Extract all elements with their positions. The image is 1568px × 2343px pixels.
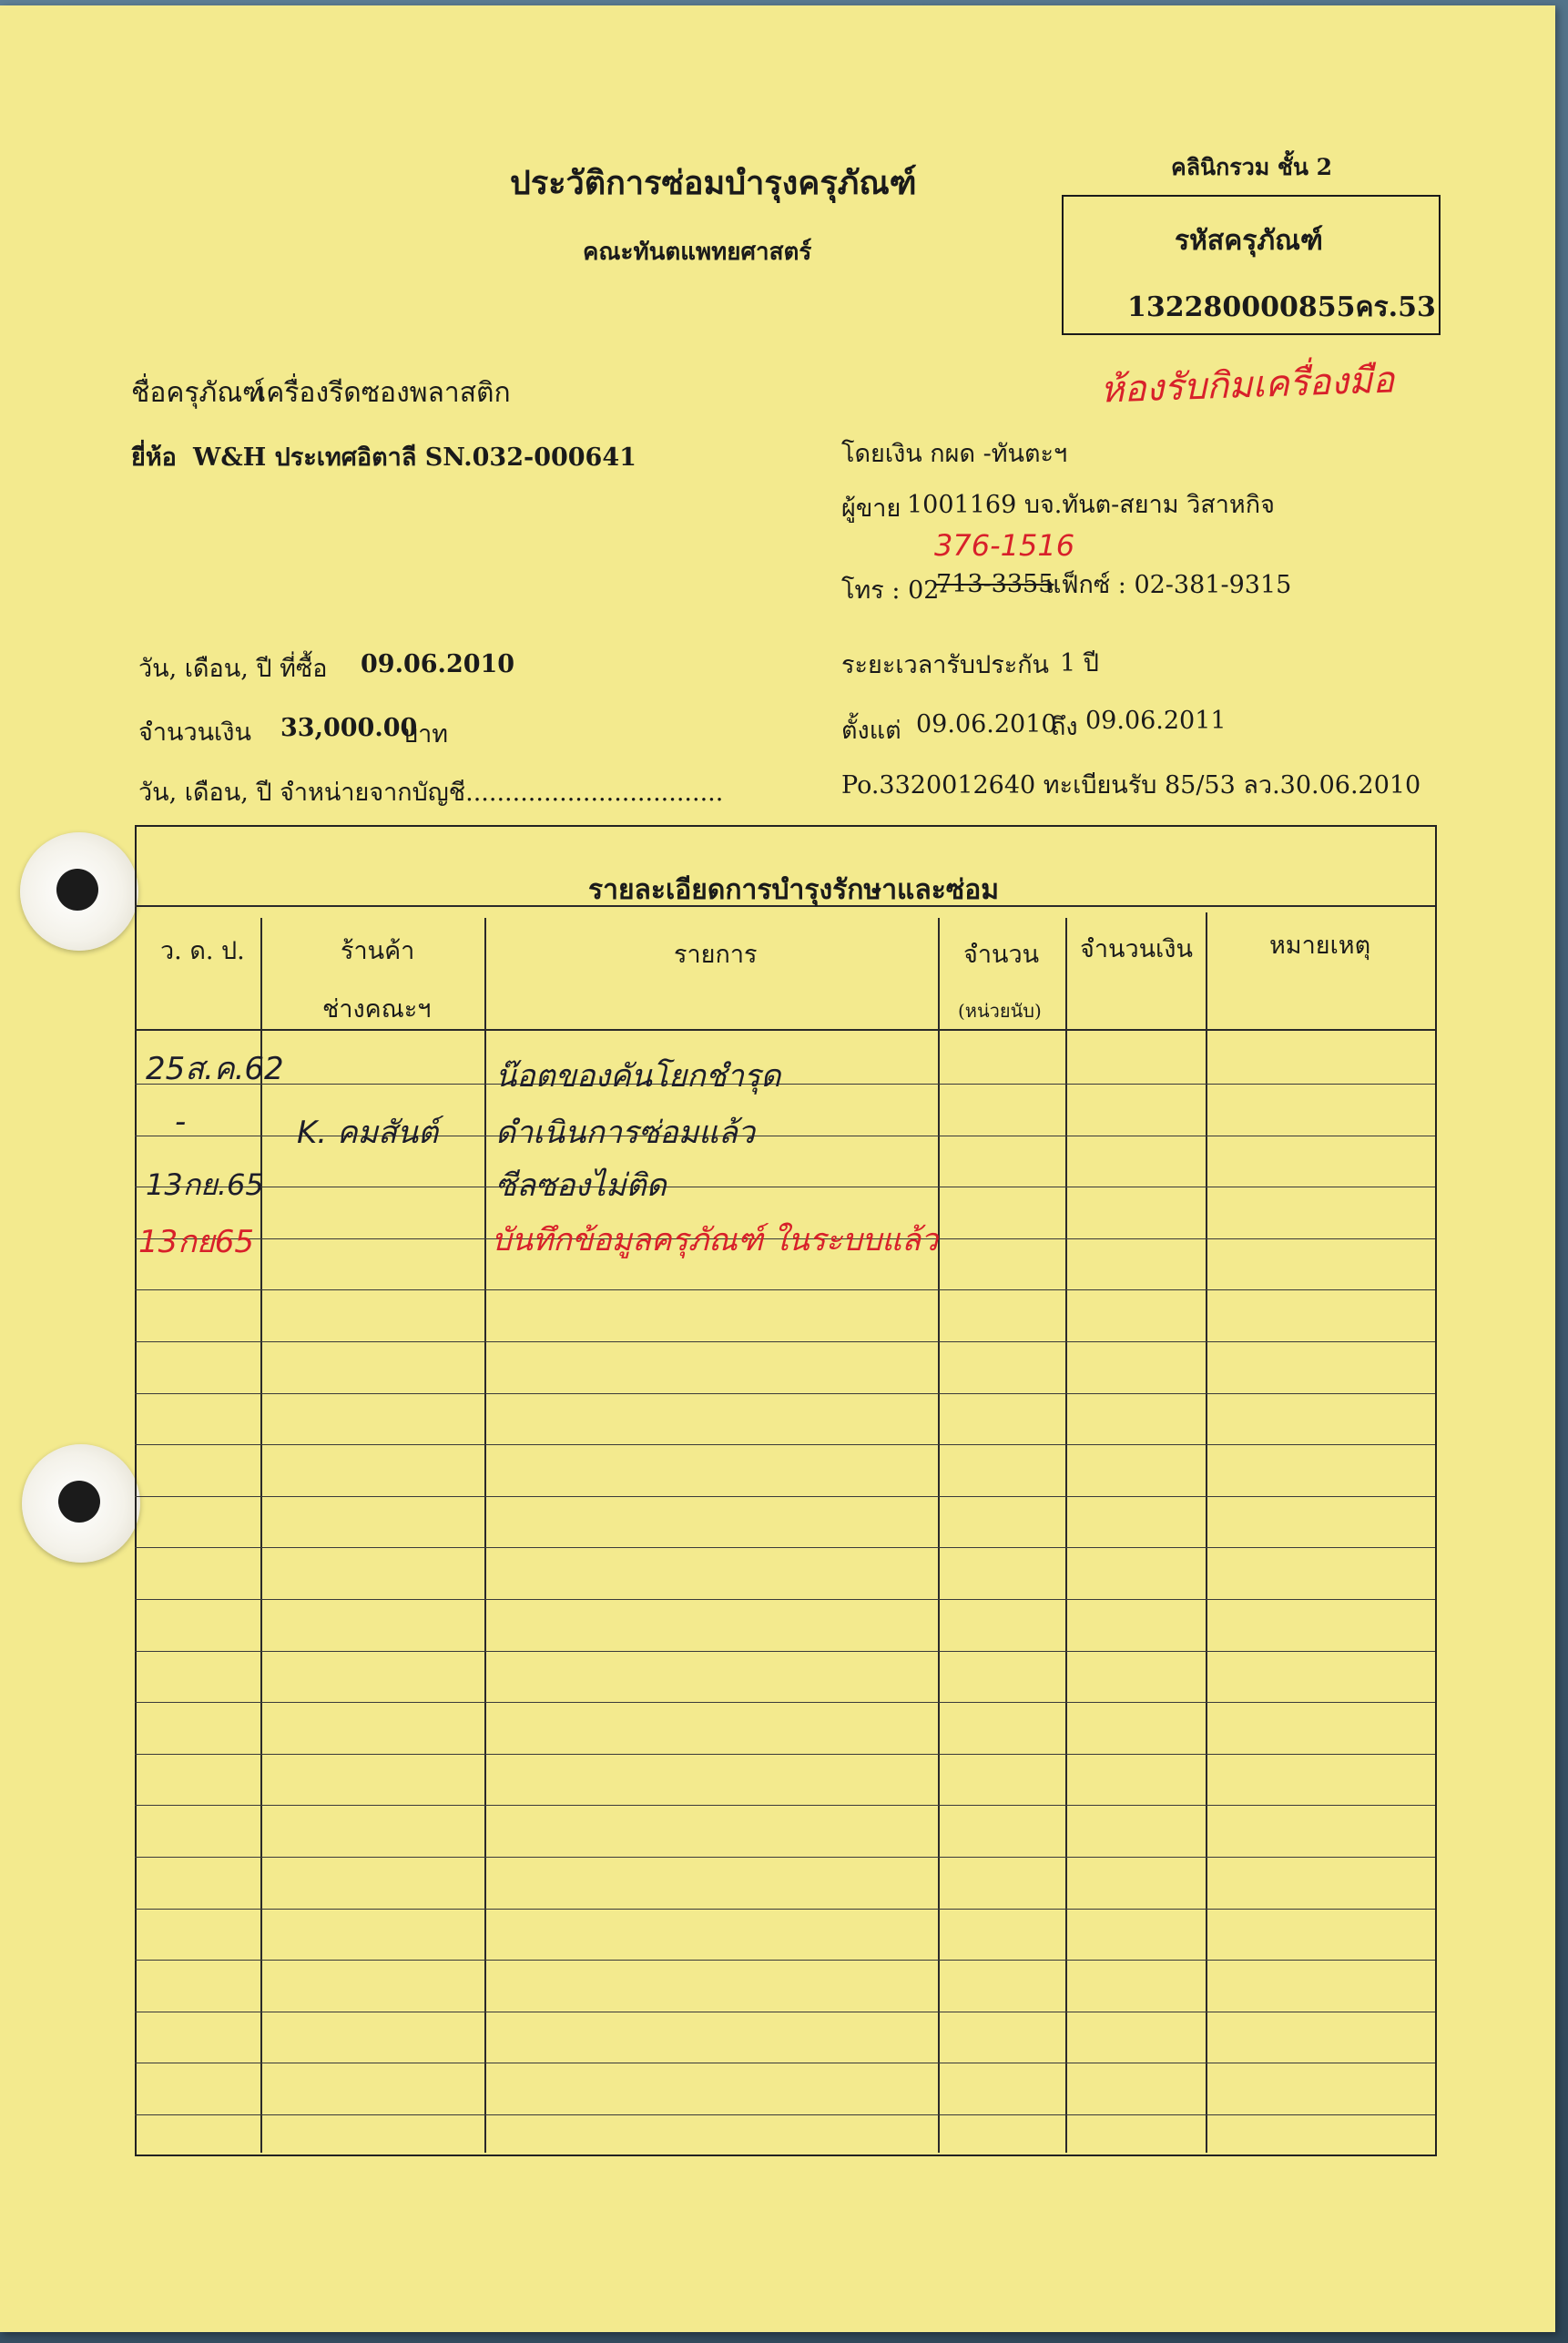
table-title: รายละเอียดการบำรุงรักษาและซ่อม — [588, 874, 1000, 906]
table-row-line — [135, 1496, 1435, 1497]
col-header-qty: จำนวน — [963, 941, 1040, 969]
amount-value: 33,000.00 — [280, 714, 418, 742]
phone-correction-handwritten: 376-1516 — [934, 528, 1075, 563]
col-header-date: ว. ด. ป. — [160, 937, 245, 965]
row-1-date: 25ส.ค.62 — [146, 1051, 284, 1087]
col-header-amount: จำนวนเงิน — [1080, 935, 1193, 963]
row-2-shop: K. คมสันต์ — [297, 1115, 439, 1151]
table-row-line — [135, 1393, 1435, 1394]
fax-label: แฟ็กซ์ : 02-381-9315 — [1045, 571, 1292, 599]
purchase-date-label: วัน, เดือน, ปี ที่ซื้อ — [138, 655, 328, 683]
warranty-value: 1 ปี — [1060, 649, 1099, 677]
table-row-line — [135, 1084, 1435, 1085]
col-divider-5 — [1206, 912, 1207, 2153]
faculty-name: คณะทันตแพทยศาสตร์ — [583, 239, 812, 266]
col-header-item: รายการ — [674, 941, 758, 969]
phone-struck-number: 713-3355 — [936, 570, 1054, 598]
document-title: ประวัติการซ่อมบำรุงครุภัณฑ์ — [510, 164, 917, 202]
fund-source: โดยเงิน กผด -ทันตะฯ — [841, 440, 1068, 468]
table-row-line — [135, 1909, 1435, 1910]
amount-unit: บาท — [402, 720, 449, 749]
brand-label: ยี่ห้อ — [131, 443, 177, 472]
binder-hole-bottom — [22, 1444, 140, 1563]
row-4-date: 13กย65 — [138, 1224, 255, 1260]
table-row-line — [135, 1754, 1435, 1755]
seller-label: ผู้ขาย — [841, 494, 901, 523]
maintenance-record-sheet — [0, 5, 1555, 2332]
equipment-name-label: ชื่อครุภัณฑ์ — [131, 377, 266, 409]
warranty-from-label: ตั้งแต่ — [841, 717, 901, 745]
table-row-line — [135, 1341, 1435, 1342]
col-divider-2 — [484, 918, 486, 2153]
phone-label: โทร : 02- — [841, 576, 948, 605]
table-row-line — [135, 1547, 1435, 1548]
col-divider-4 — [1065, 918, 1067, 2153]
row-1-item: น๊อตของคันโยกชำรุด — [495, 1058, 781, 1095]
po-reference: Po.3320012640 ทะเบียนรับ 85/53 ลว.30.06.2010 — [841, 771, 1421, 800]
row-4-item: บันทึกข้อมูลครุภัณฑ์ ในระบบแล้ว — [492, 1222, 939, 1258]
table-row-line — [135, 1651, 1435, 1652]
disposal-date-label: วัน, เดือน, ปี จำหน่ายจากบัญชี................................. — [138, 779, 724, 807]
table-row-line — [135, 2114, 1435, 2115]
row-3-item: ซีลซองไม่ติด — [495, 1167, 667, 1204]
equipment-name-value: เครื่องรีดซองพลาสติก — [257, 377, 511, 409]
col-header-qty-sub: (หน่วยนับ) — [958, 1000, 1042, 1022]
table-row-line — [135, 1599, 1435, 1600]
row-3-date: 13กย.65 — [146, 1167, 264, 1202]
table-row-line — [135, 1960, 1435, 1961]
amount-label: จำนวนเงิน — [138, 718, 251, 747]
brand-value: W&H ประเทศอิตาลี SN.032-000641 — [193, 443, 636, 472]
equipment-code-value: 132280000855คร.53 — [1127, 291, 1436, 323]
header-row-divider — [135, 1029, 1435, 1031]
warranty-to-date: 09.06.2011 — [1085, 707, 1227, 735]
purchase-date-value: 09.06.2010 — [361, 650, 515, 678]
room-handwritten-note: ห้องรับกิมเครื่องมือ — [1099, 359, 1395, 412]
col-divider-1 — [260, 918, 262, 2153]
warranty-to-label: ถึง — [1051, 713, 1078, 741]
row-2-item: ดำเนินการซ่อมแล้ว — [495, 1115, 755, 1151]
warranty-from-date: 09.06.2010 — [916, 710, 1057, 739]
table-row-line — [135, 1702, 1435, 1703]
col-header-shop-sub: ช่างคณะฯ — [322, 995, 432, 1024]
equipment-code-label: รหัสครุภัณฑ์ — [1175, 225, 1323, 257]
table-row-line — [135, 1857, 1435, 1858]
clinic-label: คลินิกรวม ชั้น 2 — [1171, 154, 1333, 180]
binder-hole-top — [20, 832, 138, 951]
seller-value: 1001169 บจ.ทันต-สยาม วิสาหกิจ — [907, 491, 1275, 519]
warranty-label: ระยะเวลารับประกัน — [841, 651, 1050, 679]
row-2-date: - — [175, 1104, 187, 1140]
col-divider-3 — [938, 918, 940, 2153]
table-row-line — [135, 1289, 1435, 1290]
table-row-line — [135, 1444, 1435, 1445]
table-row-line — [135, 1805, 1435, 1806]
col-header-shop: ร้านค้า — [341, 937, 415, 965]
col-header-note: หมายเหตุ — [1269, 932, 1371, 960]
